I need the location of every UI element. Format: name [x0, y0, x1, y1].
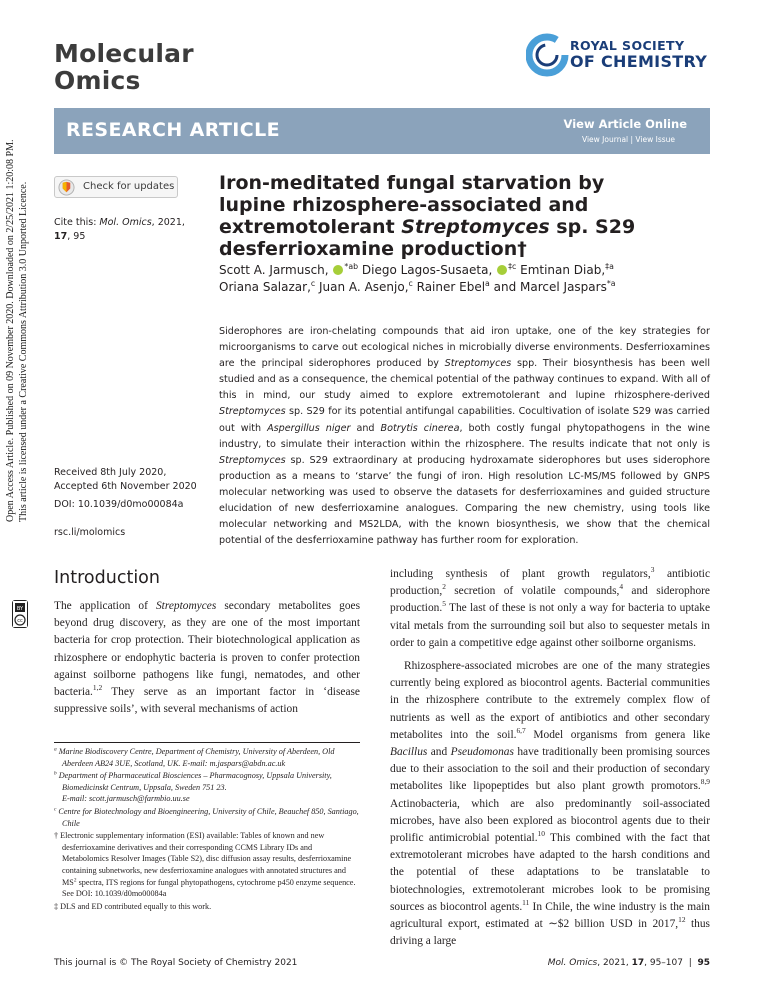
footnote-affiliation-b: $^b$ Department of Pharmaceutical Biosciences – Pharmacognosy, Uppsala University, Biomedicinskt Centrum, Uppsala, Sweden 751 23. E-mail: scott.jarmusch@farmbio.uu.se — [54, 770, 332, 804]
doi[interactable]: DOI: 10.1039/d0mo00084a — [54, 499, 184, 510]
received-date: Received 8th July 2020, — [54, 467, 167, 478]
cite-page: , 95 — [67, 231, 86, 242]
svg-text:BY: BY — [16, 606, 24, 612]
open-access-line1: Open Access Article. Published on 09 November 2020. Downloaded on 2/25/2021 1:20:08 PM. — [5, 139, 16, 522]
citation — [54, 216, 204, 244]
paragraph: Rhizosphere-associated microbes are one of the many strategies currently being explored as biocontrol agents. Bacterial communities in the rhizosphere contribute to the extremely complex flow of nutrients as well as the export of antibiotics and other secondary metabolites into the soil.$^{6,7}$ Model organisms from genera like Bacillus and Pseudomonas have traditionally been promising sources due to their association to the soil and their production of secondary metabolites like lipopeptides but also plant growth promotors.$^{8,9}$ Actinobacteria, which are also predominantly soil-associated microbes, have also been explored as biocontrol agents due to their prolific antimicrobial potential.$^{10}$ This combined with the fact that extremotolerant microbes have adapted to the harsh conditions and the potential of these adaptations to be translatable to biotechnologies, extremotolerant microbes look to be promising sources as biocontrol agents.$^{11}$ In Chile, the wine industry is the main agricultural export, estimated at ∼$2 billion USD in 2017,12 thus driving a large — [390, 660, 711, 948]
footer-citation: Mol. Omics, 2021, 17, 95–107 | 95 — [547, 958, 710, 968]
check-for-updates-label: Check for updates — [83, 181, 175, 192]
footnote-esi: † Electronic supplementary information (ESI) available: Tables of known and new desferrioxamine derivatives and their corresponding CCMS Library IDs and Metabolomics Resolver Images (Table S2), disc diffusion assay results, desferrioxamine containing subnetworks, new desferrioxamine analogues with annotated structures and $MS^2$ spectra, ITS regions for fungal phytopathogens, cytochrome p450 enzyme sequence. See DOI: 10.1039/d0mo00084a — [54, 831, 356, 899]
body-column-right — [390, 566, 710, 950]
journal-name-line2: Omics — [54, 66, 141, 95]
author-affiliation: ‡c — [508, 262, 517, 271]
footnote-affiliation-c: $^c$ Centre for Biotechnology and Bioengineering, University of Chile, Beauchef 850, Santiago, Chile — [54, 806, 359, 828]
author-name: Juan A. Asenjo, — [315, 280, 409, 294]
orcid-icon[interactable] — [497, 265, 507, 275]
title-part1: Iron-meditated fungal starvation by lupine rhizosphere-associated and extremotolerant — [219, 172, 605, 238]
title-genus: Streptomyces — [401, 216, 550, 238]
cite-journal: Mol. Omics — [99, 217, 152, 228]
accepted-date: Accepted 6th November 2020 — [54, 481, 197, 492]
author-name: Rainer Ebel — [412, 280, 486, 294]
abstract: Siderophores are iron-chelating compounds that aid iron uptake, one of the key strategies for microorganisms to carve out ecological niches in microbially diverse environments. Desferrioxamines are the principal siderophores produced by Streptomyces spp. Their biosynthesis has been well studied and as a consequence, the chemical potential of the pathway continues to expand. With all of this in mind, our study aimed to explore extremotolerant and lupine rhizosphere-derived Streptomyces sp. S29 for its potential antifungal capabilities. Cocultivation of isolate S29 was carried out with Aspergillus niger and Botrytis cinerea, both costly fungal phytopathogens in the wine industry, to simulate their interaction within the rhizosphere. The results indicate that not only is Streptomyces sp. S29 extraordinary at producing hydroxamate siderophores but uses siderophore production as a means to ‘starve’ the fungi of iron. High resolution LC-MS/MS followed by GNPS molecular networking was used to observe the datasets for desferrioxamines and guided structure elucidation of new desferrioxamine analogues. Comparing the new chemistry, using tools like molecular networking and MS2LDA, with the known biosynthesis, we show that the chemical potential of the desferrioxamine pathway has further room for exploration. — [219, 326, 710, 547]
author-affiliation: *a — [606, 279, 616, 288]
author-name: and Marcel Jaspars — [489, 280, 607, 294]
author-name: Scott A. Jarmusch, — [219, 263, 329, 277]
publisher-name — [570, 38, 707, 71]
article-dates — [54, 466, 197, 494]
article-type: RESEARCH ARTICLE — [66, 119, 281, 141]
article-title — [219, 172, 659, 260]
cite-year: , 2021, — [151, 217, 185, 228]
journal-link[interactable]: rsc.li/molomics — [54, 527, 126, 538]
footnote-equal-contribution: ‡ DLS and ED contributed equally to this work. — [54, 901, 212, 911]
cite-label: Cite this: — [54, 217, 100, 228]
banner-link-separator: | — [628, 135, 636, 144]
cite-volume: 17 — [54, 231, 68, 242]
banner-links — [582, 135, 675, 144]
author-affiliation: a — [485, 279, 490, 288]
author-name: Oriana Salazar, — [219, 280, 311, 294]
journal-name — [54, 40, 194, 94]
author-list — [219, 262, 719, 296]
view-journal-link[interactable]: View Journal — [582, 135, 629, 144]
section-heading-introduction: Introduction — [54, 568, 160, 588]
footnote-affiliation-a: $^a$ Marine Biodiscovery Centre, Department of Chemistry, University of Aberdeen, Old Aberdeen AB24 3UE, Scotland, UK. E-mail: m.jaspars@abdn.ac.uk — [54, 746, 335, 768]
citation-ref[interactable]: 1,2 — [92, 683, 103, 693]
publisher-line2: OF CHEMISTRY — [570, 52, 708, 71]
author-affiliation: ‡a — [605, 262, 614, 271]
view-article-online-link[interactable]: View Article Online — [563, 117, 687, 131]
licence-link[interactable]: This article is licensed under a Creative Commons Attribution 3.0 Unported Licence. — [18, 181, 29, 522]
author-affiliation: *ab — [344, 262, 359, 271]
publisher-line1: ROYAL SOCIETY — [570, 38, 685, 53]
author-name: Diego Lagos-Susaeta, — [358, 263, 493, 277]
crossmark-icon — [58, 179, 75, 196]
footer-copyright: This journal is © The Royal Society of Chemistry 2021 — [54, 958, 298, 968]
open-access-notice — [4, 139, 46, 522]
author-affiliation: c — [408, 279, 413, 288]
title-part3: sp. S29 desferrioxamine production† — [219, 216, 636, 260]
paragraph: including synthesis of plant growth regulators,$^3$ antibiotic production,$^2$ secretion of volatile compounds,$^4$ and siderophore production.$^5$ The last of these is not only a way for bacteria to uptake vital metals from the surrounding soil but also to sequester metals in order to gain a competitive edge against other soilborne organisms. — [390, 565, 711, 649]
author-affiliation: c — [310, 279, 316, 288]
footnotes — [54, 742, 360, 913]
body-column-left: The application of Streptomyces secondary metabolites goes beyond drug discovery, as they are one of the most important bacteria for crop protection. Their biotechnological application as rhizosphere or endophytic bacteria is proven to confer protection against soilborne pathogens like fungi, nematodes, and other bacteria.$^{1,2}$ They serve as an important factor in ‘disease suppressive soils’, with several mechanisms of action — [54, 600, 360, 716]
article-type-banner — [54, 108, 710, 154]
author-name: Emtinan Diab, — [516, 263, 606, 277]
svg-text:cc: cc — [17, 618, 23, 624]
cc-by-license-icon[interactable] — [12, 600, 28, 628]
journal-name-line1: Molecular — [54, 39, 194, 68]
orcid-icon[interactable] — [333, 265, 343, 275]
check-for-updates-button[interactable] — [54, 176, 178, 198]
page-number: 95 — [697, 958, 710, 968]
view-issue-link[interactable]: View Issue — [635, 135, 675, 144]
